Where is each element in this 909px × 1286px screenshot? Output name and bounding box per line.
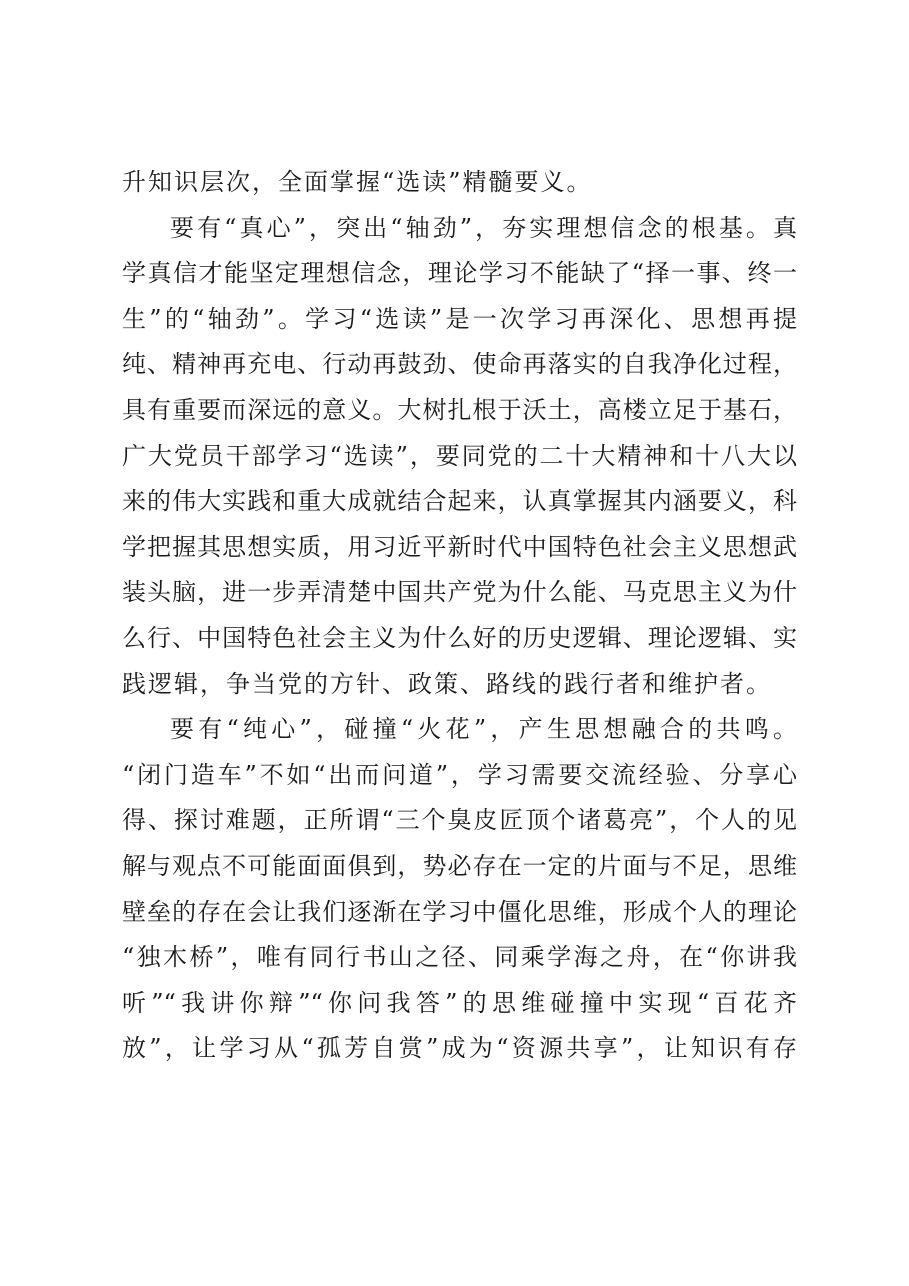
document-body (122, 160, 797, 1072)
paragraph-line: 听”“我讲你辩”“你问我答”的思维碰撞中实现“百花齐 (122, 988, 797, 1017)
paragraph-line: 放”，让学习从“孤芳自赏”成为“资源共享”，让知识有存 (122, 1034, 797, 1063)
paragraph-line: 学把握其思想实质，用习近平新时代中国特色社会主义思想武 (122, 532, 797, 561)
paragraph-line: 升知识层次，全面掌握“选读”精髓要义。 (122, 168, 593, 196)
paragraph-line: “独木桥”，唯有同行书山之径、同乘学海之舟，在“你讲我 (122, 943, 797, 972)
paragraph-line: 么行、中国特色社会主义为什么好的历史逻辑、理论逻辑、实 (122, 623, 797, 652)
paragraph-line: 要有“真心”，突出“轴劲”，夯实理想信念的根基。真 (170, 213, 797, 242)
paragraph-line: 要有“纯心”，碰撞“火花”，产生思想融合的共鸣。 (170, 715, 797, 744)
paragraph-line: 学真信才能坚定理想信念，理论学习不能缺了“择一事、终一 (122, 259, 797, 288)
paragraph-line: 生”的“轴劲”。学习“选读”是一次学习再深化、思想再提 (122, 304, 797, 333)
paragraph-line: 具有重要而深远的意义。大树扎根于沃土，高楼立足于基石， (122, 395, 797, 424)
paragraph-line: 解与观点不可能面面俱到，势必存在一定的片面与不足，思维 (122, 851, 797, 880)
paragraph-line: 得、探讨难题，正所谓“三个臭皮匠顶个诸葛亮”，个人的见 (122, 806, 797, 835)
paragraph-line: 践逻辑，争当党的方针、政策、路线的践行者和维护者。 (122, 669, 772, 698)
paragraph-line: 来的伟大实践和重大成就结合起来，认真掌握其内涵要义，科 (122, 487, 797, 516)
paragraph-line: 广大党员干部学习“选读”，要同党的二十大精神和十八大以 (122, 441, 797, 470)
paragraph-line: “闭门造车”不如“出而问道”，学习需要交流经验、分享心 (122, 760, 797, 789)
paragraph-line: 壁垒的存在会让我们逐渐在学习中僵化思维，形成个人的理论 (122, 897, 797, 926)
paragraph-line: 纯、精神再充电、行动再鼓劲、使命再落实的自我净化过程， (122, 350, 797, 379)
paragraph-line: 装头脑，进一步弄清楚中国共产党为什么能、马克思主义为什 (122, 578, 797, 607)
